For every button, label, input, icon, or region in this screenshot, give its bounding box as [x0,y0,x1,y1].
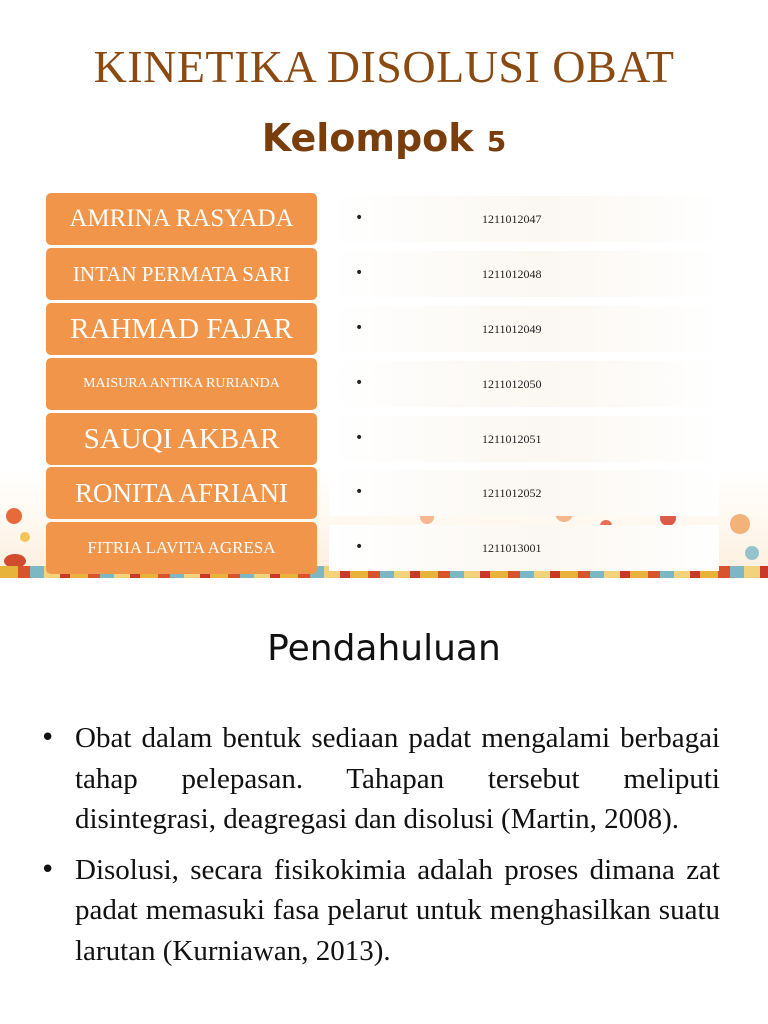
member-name: RAHMAD FAJAR [46,303,317,355]
member-id-panel [329,306,719,352]
member-id-panel [329,361,719,407]
member-row [46,303,726,355]
member-row [46,467,726,519]
member-id-panel [329,416,719,462]
member-name: FITRIA LAVITA AGRESA [46,522,317,574]
slide-title-text: KINETIKA DISOLUSI OBAT [93,41,675,92]
member-nim: 1211012048 [482,267,542,281]
member-name: RONITA AFRIANI [46,467,317,519]
member-name: AMRINA RASYADA [46,193,317,245]
member-nim: 1211012047 [482,212,542,226]
group-number: 5 [486,125,507,158]
group-label [0,116,768,160]
bullet-icon: • [355,484,364,500]
member-row [46,522,726,574]
bullet-text: Disolusi, secara fisikokimia adalah proses dimana zat padat memasuki fasa pelarut untuk menghasilkan suatu larutan (Kurniawan, 2013). [75,853,720,967]
bullet-icon: • [40,854,56,885]
bullet-item [40,718,720,840]
bullet-icon: • [355,539,364,555]
member-nim: 1211013001 [482,541,542,555]
bullet-list [40,718,720,981]
member-nim: 1211012052 [482,486,542,500]
member-row [46,358,726,410]
member-name: INTAN PERMATA SARI [46,248,317,300]
bullet-icon: • [355,430,364,446]
member-nim: 1211012050 [482,377,542,391]
bullet-icon: • [40,723,56,753]
bullet-icon: • [355,320,364,336]
bullet-icon: • [355,375,364,391]
bullet-text: Obat dalam bentuk sediaan padat mengalami berbagai tahap pelepasan. Tahapan tersebut meliputi disintegrasi, deagregasi dan disolusi (Martin, 2008). [75,722,720,835]
member-row [46,248,726,300]
member-row [46,193,726,245]
member-id-panel [329,196,719,242]
bullet-item [40,850,720,972]
group-word: Kelompok [261,116,474,160]
bullet-icon: • [355,210,364,226]
bullet-icon: • [355,265,364,281]
slide-introduction [0,578,768,1024]
member-id-panel [329,470,719,516]
member-name: MAISURA ANTIKA RURIANDA [46,358,317,410]
section-heading: Pendahuluan [267,628,501,669]
member-nim: 1211012051 [482,432,542,446]
member-nim: 1211012049 [482,322,542,336]
member-name: SAUQI AKBAR [46,413,317,465]
member-id-panel [329,251,719,297]
member-id-panel [329,525,719,571]
member-row [46,413,726,465]
